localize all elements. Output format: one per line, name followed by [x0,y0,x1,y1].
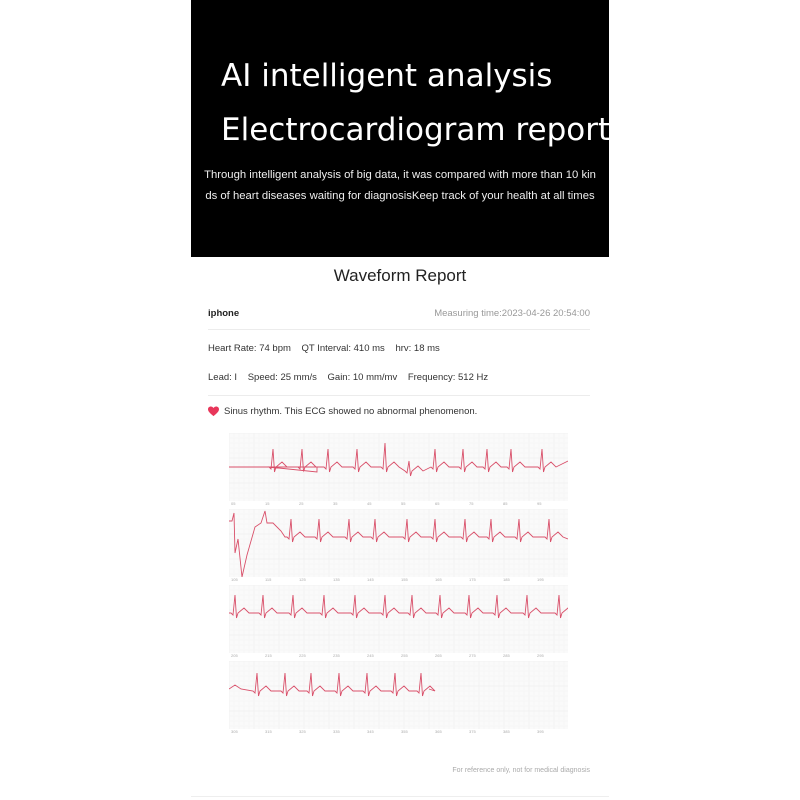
tick-label: 95 [537,501,542,506]
hero-banner [191,0,609,257]
tick-label: 115 [265,577,272,582]
tick-label: 345 [367,729,374,734]
tick-label: 125 [299,577,306,582]
ecg-grid [229,509,568,577]
tick-label: 145 [367,577,374,582]
measuring-time: Measuring time:2023-04-26 20:54:00 [434,308,590,319]
report-title: Waveform Report [333,266,467,285]
page [191,0,609,800]
tick-label: 355 [401,729,408,734]
hero-description [191,165,609,207]
heart-icon [208,406,219,417]
ecg-grid [229,661,568,729]
tick-label: 295 [537,653,544,658]
ecg-strip [229,433,568,509]
tick-label: 225 [299,653,306,658]
ecg-grid [229,585,568,653]
hero-title-line2: Electrocardiogram report [221,112,611,148]
tick-label: 395 [537,729,544,734]
divider [208,395,590,396]
tick-label: 135 [333,577,340,582]
tick-label: 365 [435,729,442,734]
tick-label: 155 [401,577,408,582]
tick-label: 385 [503,729,510,734]
tick-label: 305 [231,729,238,734]
diagnosis-row [208,406,590,417]
tick-label: 265 [435,653,442,658]
tick-label: 205 [231,653,238,658]
tick-label: 245 [367,653,374,658]
tick-label: 285 [503,653,510,658]
hero-description-line2: ds of heart diseases waiting for diagnosisKeep track of your health at all times [205,190,595,202]
ecg-time-ticks [229,577,568,585]
tick-label: 195 [537,577,544,582]
ecg-strips [229,433,568,737]
device-name: iphone [208,308,240,319]
hrv: hrv: 18 ms [395,343,440,354]
tick-label: 85 [503,501,508,506]
speed: Speed: 25 mm/s [247,372,317,383]
tick-label: 55 [401,501,406,506]
divider [208,329,590,330]
tick-label: 335 [333,729,340,734]
disclaimer: For reference only, not for medical diagnosis [452,767,590,774]
hero-description-line1: Through intelligent analysis of big data, it was compared with more than 10 kin [204,169,596,181]
ecg-grid [229,433,568,501]
lead: Lead: I [208,372,238,383]
vitals-row [208,343,590,354]
ecg-time-ticks [229,501,568,509]
ecg-time-ticks [229,653,568,661]
heart-rate: Heart Rate: 74 bpm [208,343,291,354]
tick-label: 215 [265,653,272,658]
tick-label: 175 [469,577,476,582]
gain: Gain: 10 mm/mv [327,372,398,383]
hero-title-line1: AI intelligent analysis [221,58,553,94]
tick-label: 165 [435,577,442,582]
tick-label: 45 [367,501,372,506]
tick-label: 325 [299,729,306,734]
tick-label: 75 [469,501,474,506]
diagnosis-text: Sinus rhythm. This ECG showed no abnormal phenomenon. [224,406,478,417]
tick-label: 235 [333,653,340,658]
tick-label: 15 [265,501,270,506]
ecg-strip [229,585,568,661]
divider [191,796,609,797]
ecg-strip [229,661,568,737]
tick-label: 105 [231,577,238,582]
tick-label: 275 [469,653,476,658]
tick-label: 65 [435,501,440,506]
waveform-report [191,257,609,800]
tick-label: 315 [265,729,272,734]
ecg-strip [229,509,568,585]
ecg-time-ticks [229,729,568,737]
qt-interval: QT Interval: 410 ms [301,343,385,354]
tick-label: 25 [299,501,304,506]
params-row [208,372,590,383]
frequency: Frequency: 512 Hz [407,372,489,383]
tick-label: 05 [231,501,236,506]
tick-label: 255 [401,653,408,658]
tick-label: 375 [469,729,476,734]
tick-label: 185 [503,577,510,582]
tick-label: 35 [333,501,338,506]
